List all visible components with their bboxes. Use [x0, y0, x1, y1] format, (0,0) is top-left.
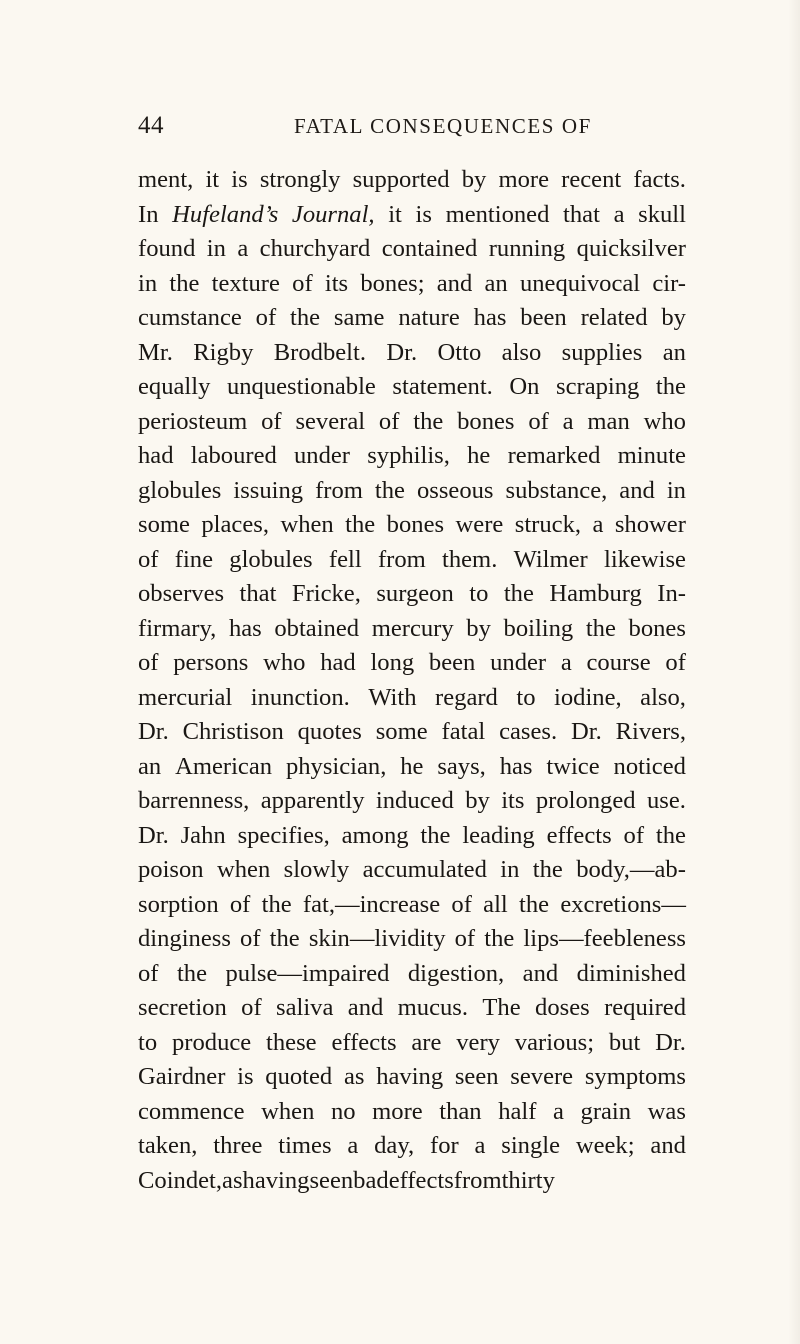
text-line: taken, three times a day, for a single week; and: [138, 1132, 686, 1159]
text-line: Mr. Rigby Brodbelt. Dr. Otto also supplies an: [138, 338, 686, 366]
text-line: found in a churchyard contained running quicksilver: [138, 235, 686, 262]
page-edge-shadow: [788, 0, 800, 1344]
text-line: periosteum of several of the bones of a man who: [138, 407, 686, 435]
text-line: firmary, has obtained mercury by boiling the bones: [138, 614, 686, 642]
text-line: of the pulse—impaired digestion, and diminished: [138, 959, 686, 987]
text-line: of persons who had long been under a course of: [138, 649, 686, 676]
text-line: equally unquestionable statement. On scraping the: [138, 373, 686, 400]
text-line: to produce these effects are very various; but Dr.: [138, 1028, 686, 1056]
text-line: barrenness, apparently induced by its prolonged use.: [138, 787, 686, 814]
text-line: of fine globules fell from them. Wilmer likewise: [138, 545, 686, 573]
text-line: an American physician, he says, has twice noticed: [138, 752, 686, 780]
text-line: poison when slowly accumulated in the body,—ab-: [138, 856, 686, 883]
text-line: ment, it is strongly supported by more recent facts.: [138, 166, 686, 193]
text-line: some places, when the bones were struck, a shower: [138, 511, 686, 538]
text-line: cumstance of the same nature has been related by: [138, 304, 686, 331]
text-line: commence when no more than half a grain was: [138, 1097, 686, 1125]
text-line: secretion of saliva and mucus. The doses required: [138, 994, 686, 1021]
text-line: Gairdner is quoted as having seen severe symptoms: [138, 1063, 686, 1090]
text-line: observes that Fricke, surgeon to the Hamburg In-: [138, 580, 686, 607]
page-number: 44: [138, 112, 164, 139]
text-line: globules issuing from the osseous substance, and in: [138, 476, 686, 504]
text-line: sorption of the fat,—increase of all the excretions—: [138, 890, 686, 918]
page-header: [0, 112, 800, 146]
text-line: Dr. Jahn specifies, among the leading effects of the: [138, 821, 686, 849]
running-head: FATAL CONSEQUENCES OF: [294, 114, 592, 138]
text-line: dinginess of the skin—lividity of the lips—feebleness: [138, 925, 686, 952]
text-line: mercurial inunction. With regard to iodine, also,: [138, 683, 686, 711]
text-line: Dr. Christison quotes some fatal cases. Dr. Rivers,: [138, 718, 686, 745]
text-line: had laboured under syphilis, he remarked minute: [138, 442, 686, 469]
text-line: in the texture of its bones; and an unequivocal cir-: [138, 269, 686, 297]
body-text: [138, 163, 686, 1198]
text-line: In Hufeland’s Journal, it is mentioned that a skull: [138, 200, 686, 228]
text-line: Coindet, as having seen bad effects from thirty: [138, 1166, 555, 1194]
